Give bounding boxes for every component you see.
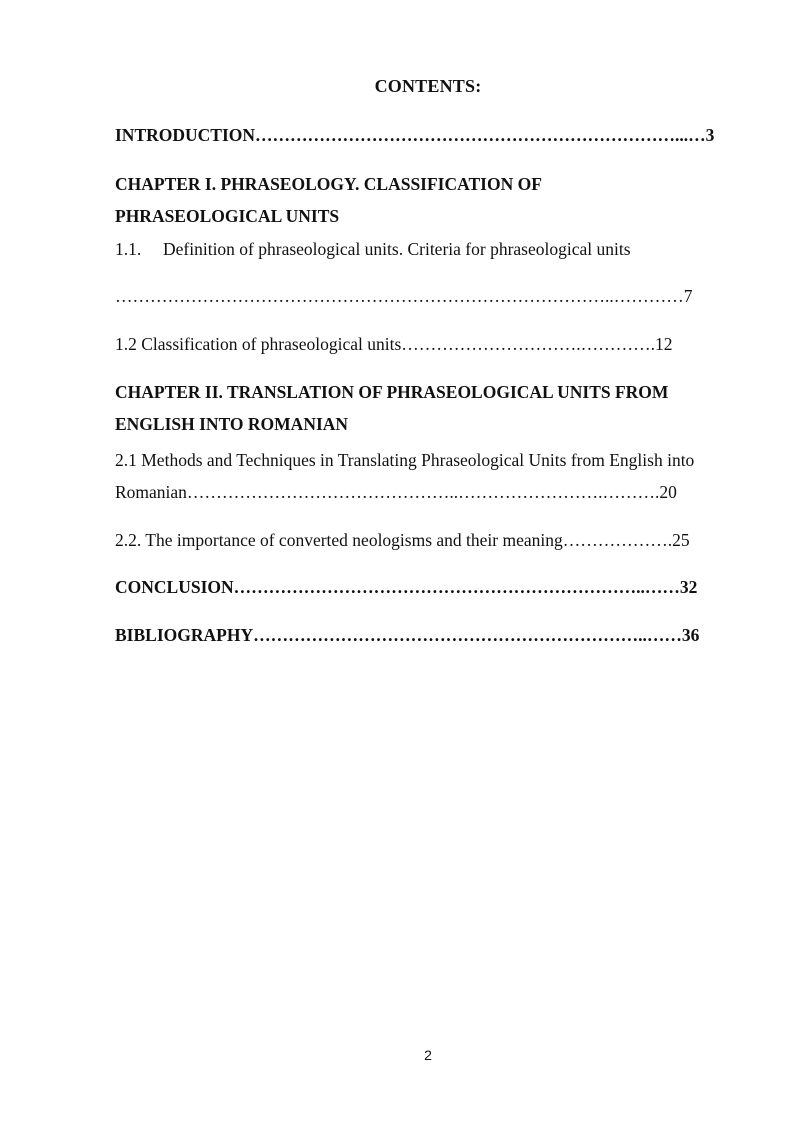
toc-entry-section-1-1-leader[interactable]: …………………………………………………………………………..…………7 [115,286,693,306]
toc-entry-section-1-1[interactable] [115,238,745,260]
toc-entry-section-2-1-line-2[interactable]: Romanian………………………………………..…………………….……….20 [115,482,677,502]
toc-entry-chapter-1-line-1[interactable]: CHAPTER I. PHRASEOLOGY. CLASSIFICATION OF [115,174,542,194]
toc-entry-chapter-2-line-2[interactable]: ENGLISH INTO ROMANIAN [115,414,349,434]
contents-title: CONTENTS: [374,76,482,96]
toc-entry-section-2-1-line-1[interactable]: 2.1 Methods and Techniques in Translating Phraseological Units from English into [115,450,695,470]
section-title: Definition of phraseological units. Criteria for phraseological units [163,239,631,259]
toc-entry-conclusion[interactable]: CONCLUSION……………………………………………………………..……32 [115,577,698,597]
toc-entry-introduction[interactable]: INTRODUCTION………………………………………………………………...…3 [115,125,715,145]
toc-entry-section-1-2[interactable]: 1.2 Classification of phraseological units………………………….………….12 [115,334,673,354]
toc-entry-bibliography[interactable]: BIBLIOGRAPHY…………………………………………………………..……36 [115,625,700,645]
toc-entry-chapter-1-line-2[interactable]: PHRASEOLOGICAL UNITS [115,206,340,226]
section-number: 1.1. [115,239,142,259]
toc-entry-section-2-2[interactable]: 2.2. The importance of converted neologisms and their meaning……………….25 [115,530,690,550]
toc-entry-chapter-2-line-1[interactable]: CHAPTER II. TRANSLATION OF PHRASEOLOGICAL UNITS FROM [115,382,669,402]
page-number: 2 [424,1047,432,1063]
